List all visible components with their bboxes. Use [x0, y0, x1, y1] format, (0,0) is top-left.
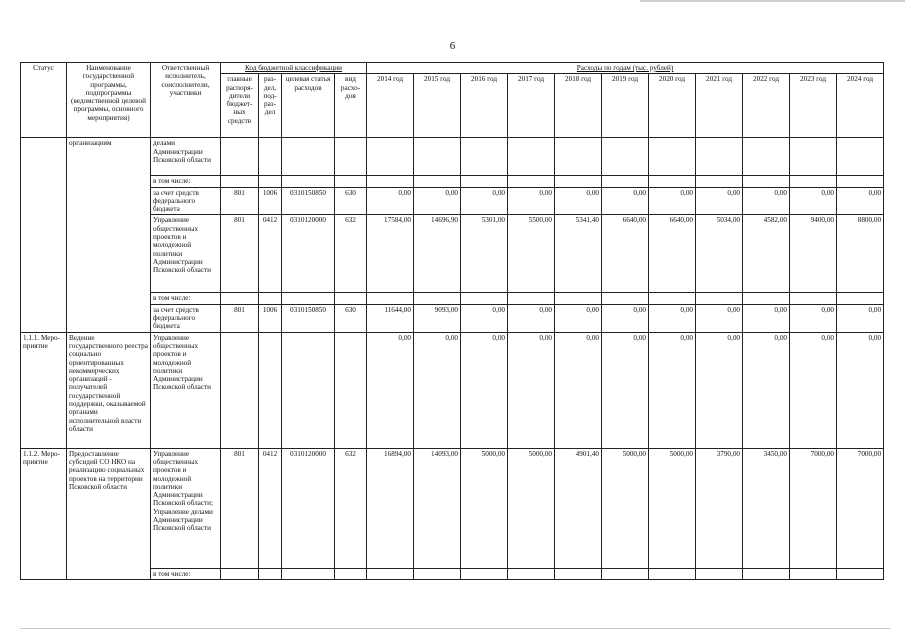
header-target-article: целевая статья расходов [282, 74, 335, 138]
target-article-cell: 0310120000 [282, 448, 335, 568]
year-value-cell: 6640,00 [602, 215, 649, 293]
header-year: 2023 год [790, 74, 837, 138]
year-value-cell: 5000,00 [508, 448, 555, 568]
year-value-cell: 0,00 [790, 187, 837, 215]
name-cell: Ведение государственного реестра социально ориентированных некоммерческих организаций - получателей государственной поддержки, оказываемой органами исполнительной власти области [67, 332, 151, 448]
year-value-cell: 0,00 [790, 304, 837, 332]
year-value-cell: 0,00 [649, 332, 696, 448]
year-value-cell: 0,00 [696, 304, 743, 332]
year-value-cell: 0,00 [508, 332, 555, 448]
year-value-cell: 0,00 [743, 187, 790, 215]
year-value-cell: 0,00 [602, 187, 649, 215]
responsible-cell: в том числе: [151, 568, 221, 579]
year-value-cell: 0,00 [461, 187, 508, 215]
header-year: 2020 год [649, 74, 696, 138]
section-cell: 0412 [259, 448, 282, 568]
section-cell: 1006 [259, 187, 282, 215]
year-value-cell: 0,00 [837, 332, 884, 448]
year-value-cell: 17584,00 [367, 215, 414, 293]
year-value-cell: 0,00 [696, 187, 743, 215]
year-value-cell: 0,00 [602, 304, 649, 332]
header-year: 2018 год [555, 74, 602, 138]
grbs-cell: 801 [221, 215, 259, 293]
year-value-cell: 7000,00 [790, 448, 837, 568]
table-row [21, 176, 884, 187]
header-section: раз-дел, под-раз-дел [259, 74, 282, 138]
table-row [21, 332, 884, 448]
responsible-cell: делами Администрации Псковской области [151, 138, 221, 176]
year-value-cell: 0,00 [508, 187, 555, 215]
table-row [21, 568, 884, 579]
table-row [21, 215, 884, 293]
section-cell: 0412 [259, 215, 282, 293]
year-value-cell: 0,00 [555, 187, 602, 215]
year-value-cell: 0,00 [837, 304, 884, 332]
grbs-cell: 801 [221, 448, 259, 568]
target-article-cell: 0310120000 [282, 215, 335, 293]
table-row [21, 187, 884, 215]
name-cell: Предоставление субсидий СО НКО на реализацию социальных проектов на территории Псковской области [67, 448, 151, 579]
header-year: 2016 год [461, 74, 508, 138]
year-value-cell: 4901,40 [555, 448, 602, 568]
year-value-cell: 9093,00 [414, 304, 461, 332]
year-value-cell: 0,00 [555, 304, 602, 332]
year-value-cell: 4582,00 [743, 215, 790, 293]
header-responsible: Ответственный исполнитель, соисполнители, участники [151, 63, 221, 138]
target-article-cell: 0310150850 [282, 304, 335, 332]
year-value-cell: 0,00 [508, 304, 555, 332]
year-value-cell: 0,00 [461, 304, 508, 332]
year-value-cell: 5500,00 [508, 215, 555, 293]
year-value-cell: 0,00 [602, 332, 649, 448]
name-cell: организациям [67, 138, 151, 332]
header-year: 2021 год [696, 74, 743, 138]
header-year: 2019 год [602, 74, 649, 138]
year-value-cell: 14696,90 [414, 215, 461, 293]
responsible-cell: Управление общественных проектов и молодежной политики Администрации Псковской области [151, 332, 221, 448]
responsible-cell: в том числе: [151, 176, 221, 187]
year-value-cell: 0,00 [367, 187, 414, 215]
expense-type-cell: 630 [335, 304, 367, 332]
header-year: 2022 год [743, 74, 790, 138]
year-value-cell: 0,00 [649, 304, 696, 332]
year-value-cell: 0,00 [461, 332, 508, 448]
responsible-cell: за счет средств федерального бюджета [151, 187, 221, 215]
expense-type-cell: 630 [335, 187, 367, 215]
responsible-cell: в том числе: [151, 293, 221, 304]
year-value-cell: 0,00 [649, 187, 696, 215]
year-value-cell: 6640,00 [649, 215, 696, 293]
status-cell: 1.1.2. Меро-приятие [21, 448, 67, 579]
year-value-cell: 0,00 [696, 332, 743, 448]
header-year: 2014 год [367, 74, 414, 138]
year-value-cell: 5301,00 [461, 215, 508, 293]
responsible-cell: за счет средств федерального бюджета [151, 304, 221, 332]
status-cell [21, 138, 67, 332]
header-year: 2017 год [508, 74, 555, 138]
header-name: Наименование государственной программы, подпрограммы (ведомственной целевой программы, основного мероприятия) [67, 63, 151, 138]
table-row [21, 448, 884, 568]
table-row [21, 304, 884, 332]
header-expense-type: вид расхо-дов [335, 74, 367, 138]
year-value-cell: 8800,00 [837, 215, 884, 293]
header-year: 2024 год [837, 74, 884, 138]
year-value-cell: 0,00 [414, 332, 461, 448]
year-value-cell: 0,00 [414, 187, 461, 215]
scan-edge-line [640, 0, 905, 2]
year-value-cell: 9400,00 [790, 215, 837, 293]
year-value-cell: 3450,00 [743, 448, 790, 568]
year-value-cell: 5341,40 [555, 215, 602, 293]
year-value-cell: 0,00 [555, 332, 602, 448]
year-value-cell: 0,00 [743, 304, 790, 332]
expense-type-cell: 632 [335, 215, 367, 293]
year-value-cell: 0,00 [367, 332, 414, 448]
grbs-cell: 801 [221, 304, 259, 332]
year-value-cell: 11644,00 [367, 304, 414, 332]
table-row [21, 138, 884, 176]
responsible-cell: Управление общественных проектов и молодежной политики Администрации Псковской области; Управление делами Администрации Псковской области [151, 448, 221, 568]
scan-edge-line [20, 628, 890, 629]
header-year: 2015 год [414, 74, 461, 138]
status-cell: 1.1.1. Меро-приятие [21, 332, 67, 448]
table-row [21, 293, 884, 304]
year-value-cell: 0,00 [790, 332, 837, 448]
budget-table [20, 62, 884, 580]
header-grbs: главные распоря-дители бюджет-ных средств [221, 74, 259, 138]
year-value-cell: 7000,00 [837, 448, 884, 568]
year-value-cell: 5000,00 [602, 448, 649, 568]
section-cell: 1006 [259, 304, 282, 332]
grbs-cell: 801 [221, 187, 259, 215]
expense-type-cell: 632 [335, 448, 367, 568]
header-budget-classification: Код бюджетной классификации [221, 63, 367, 74]
year-value-cell: 5000,00 [461, 448, 508, 568]
year-value-cell: 0,00 [743, 332, 790, 448]
year-value-cell: 16894,00 [367, 448, 414, 568]
page-number: 6 [449, 40, 456, 52]
responsible-cell: Управление общественных проектов и молодежной политики Администрации Псковской области [151, 215, 221, 293]
year-value-cell: 0,00 [837, 187, 884, 215]
header-status: Статус [21, 63, 67, 138]
header-expenses-by-year: Расходы по годам (тыс. рублей) [367, 63, 884, 74]
target-article-cell: 0310150850 [282, 187, 335, 215]
year-value-cell: 5000,00 [649, 448, 696, 568]
year-value-cell: 5034,00 [696, 215, 743, 293]
year-value-cell: 3790,00 [696, 448, 743, 568]
year-value-cell: 14093,00 [414, 448, 461, 568]
